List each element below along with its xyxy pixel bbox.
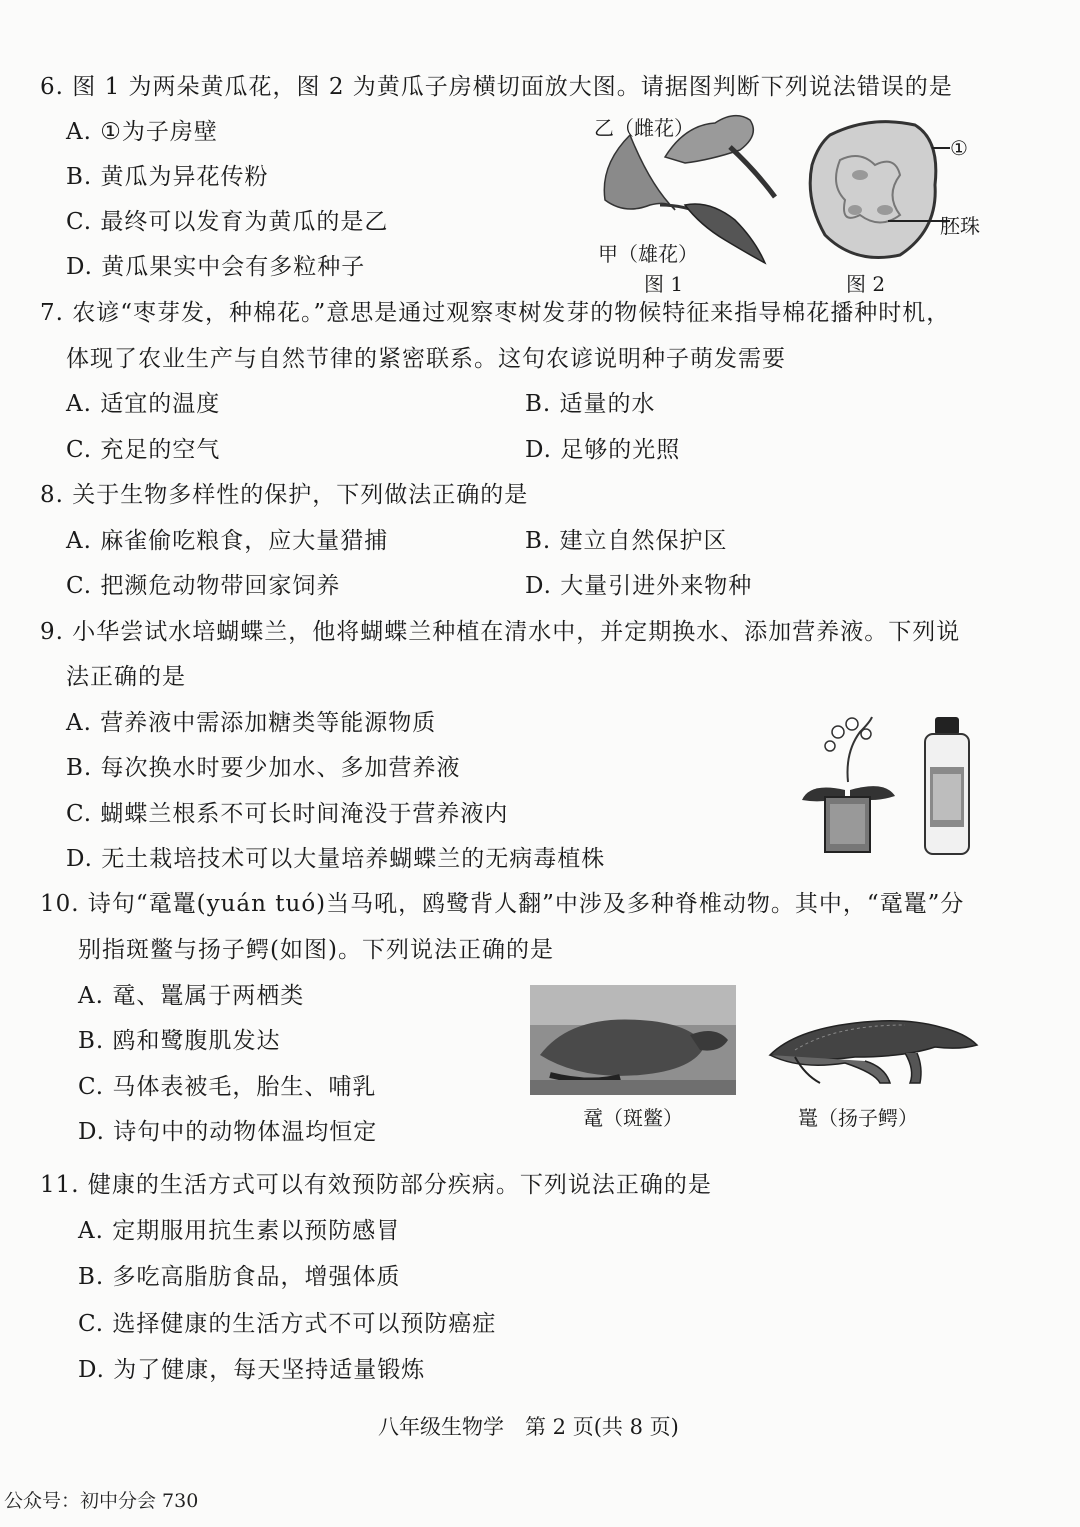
q11-option-a: A. 定期服用抗生素以预防感冒 — [78, 1218, 401, 1244]
fig2-label-1: ① — [950, 136, 968, 160]
q6-option-c: C. 最终可以发育为黄瓜的是乙 — [66, 209, 389, 235]
q9-option-c: C. 蝴蝶兰根系不可长时间淹没于营养液内 — [66, 801, 509, 827]
q7-option-c: C. 充足的空气 — [66, 437, 221, 463]
q11-option-d: D. 为了健康，每天坚持适量锻炼 — [78, 1357, 426, 1383]
q7-option-b: B. 适量的水 — [525, 391, 656, 417]
q8-option-a: A. 麻雀偷吃粮食，应大量猎捕 — [66, 528, 389, 554]
q10-stem-line-1: 10. 诗句“鼋鼍(yuán tuó)当马吼，鸥鹭背人翻”中涉及多种脊椎动物。其中，“鼋鼍”分 — [40, 891, 965, 917]
q7-stem-line-2: 体现了农业生产与自然节律的紧密联系。这句农谚说明种子萌发需要 — [66, 346, 786, 372]
turtle-caption: 鼋（斑鳖） — [583, 1106, 683, 1130]
ovary-wall — [810, 122, 936, 258]
q11-stem-line-1: 11. 健康的生活方式可以有效预防部分疾病。下列说法正确的是 — [40, 1172, 712, 1198]
q8-option-b: B. 建立自然保护区 — [525, 528, 728, 554]
q10-option-d: D. 诗句中的动物体温均恒定 — [78, 1119, 378, 1145]
q6-option-d: D. 黄瓜果实中会有多粒种子 — [66, 254, 366, 280]
page-footer: 八年级生物学 第 2 页(共 8 页) — [378, 1415, 679, 1439]
q10-option-c: C. 马体表被毛，胎生、哺乳 — [78, 1074, 377, 1100]
q9-option-b: B. 每次换水时要少加水、多加营养液 — [66, 755, 461, 781]
watermark-text: 公众号：初中分会 730 — [4, 1490, 199, 1512]
q9-option-d: D. 无土栽培技术可以大量培养蝴蝶兰的无病毒植株 — [66, 846, 606, 872]
q8-stem-line-1: 8. 关于生物多样性的保护，下列做法正确的是 — [40, 482, 529, 508]
orchid-and-nutrient-bottle-figure — [800, 712, 1010, 857]
fig1-label-top: 乙（雌花） — [594, 116, 694, 140]
fig1-caption: 图 1 — [644, 272, 684, 296]
q6-option-b: B. 黄瓜为异花传粉 — [66, 164, 269, 190]
q7-option-d: D. 足够的光照 — [525, 437, 681, 463]
q7-option-a: A. 适宜的温度 — [66, 391, 221, 417]
q11-option-b: B. 多吃高脂肪食品，增强体质 — [78, 1264, 401, 1290]
q10-option-a: A. 鼋、鼍属于两栖类 — [78, 983, 305, 1009]
male-flower-petals — [604, 135, 675, 210]
q11-option-c: C. 选择健康的生活方式不可以预防癌症 — [78, 1311, 497, 1337]
q10-stem-line-2: 别指斑鳖与扬子鳄(如图)。下列说法正确的是 — [78, 937, 554, 963]
q6-stem-line-1: 6. 图 1 为两朵黄瓜花，图 2 为黄瓜子房横切面放大图。请据图判断下列说法错误的是 — [40, 74, 953, 100]
q8-option-d: D. 大量引进外来物种 — [525, 573, 753, 599]
q7-stem-line-1: 7. 农谚“枣芽发，种棉花。”意思是通过观察枣树发芽的物候特征来指导棉花播种时机， — [40, 300, 951, 326]
q10-option-b: B. 鸥和鹭腹肌发达 — [78, 1028, 281, 1054]
q9-option-a: A. 营养液中需添加糖类等能源物质 — [66, 710, 437, 736]
q9-stem-line-1: 9. 小华尝试水培蝴蝶兰，他将蝴蝶兰种植在清水中，并定期换水、添加营养液。下列说 — [40, 619, 961, 645]
q6-option-a: A. ①为子房壁 — [66, 119, 218, 145]
softshell-turtle-photo — [530, 985, 736, 1095]
fig1-label-bottom: 甲（雄花） — [598, 242, 698, 266]
q9-stem-line-2: 法正确的是 — [66, 664, 186, 690]
fig2-label-2: 胚珠 — [940, 214, 980, 238]
alligator-caption: 鼍（扬子鳄） — [798, 1106, 918, 1130]
chinese-alligator-drawing — [765, 995, 980, 1090]
q8-option-c: C. 把濒危动物带回家饲养 — [66, 573, 341, 599]
fig2-caption: 图 2 — [846, 272, 886, 296]
